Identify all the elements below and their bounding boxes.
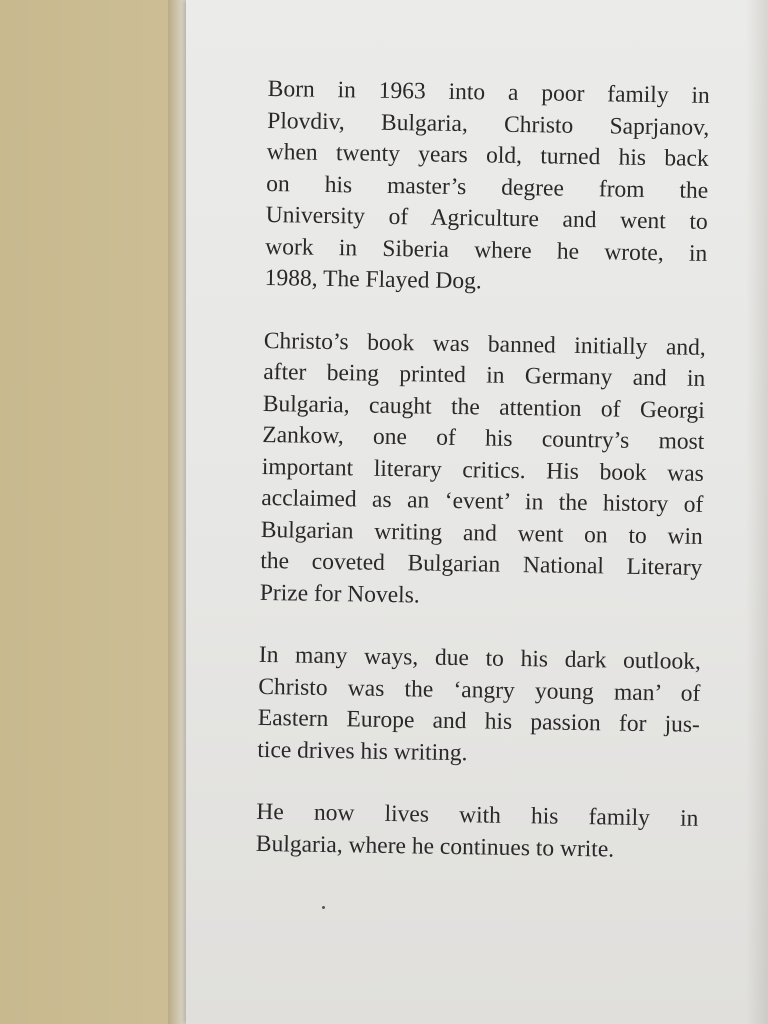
text-line: Eastern Europe and his passion for jus- [257,704,701,738]
ink-speck [322,906,325,909]
text-line: 1988, The Flayed Dog. [264,264,482,295]
text-line: Christo’s book was banned initially and, [263,327,706,361]
text-line: important literary critics. His book was [261,453,704,487]
text-line: Bulgarian writing and went on to win [260,516,703,550]
text-line: Bulgaria, where he continues to write. [255,830,615,863]
text-line: when twenty years old, turned his back [266,138,709,172]
text-line: In many ways, due to his dark outlook, [258,641,702,675]
text-line: Born in 1963 into a poor family in [267,75,710,109]
text-line: University of Agriculture and went to [265,201,708,235]
text-line: Prize for Novels. [259,579,420,608]
text-line: the coveted Bulgarian National Literary [260,547,703,581]
author-biography [255,74,710,898]
text-line: acclaimed as an ‘event’ in the history of [261,484,704,518]
text-line: He now lives with his family in [256,798,699,832]
text-line: work in Siberia where he wrote, in [265,233,708,267]
text-line: on his master’s degree from the [266,170,709,204]
text-line: Plovdiv, Bulgaria, Christo Saprjanov, [267,107,710,141]
text-line: tice drives his writing. [257,736,468,766]
paragraph-outlook [257,640,701,773]
text-line: after being printed in Germany and in [263,358,706,392]
text-line: Christo was the ‘angry young man’ of [258,673,701,707]
page-edge-shadow [746,0,768,1024]
text-line: Zankow, one of his country’s most [262,421,705,455]
paragraph-book [260,325,706,615]
text-line: Bulgaria, caught the attention of Georgi [262,390,705,424]
paragraph-birth [265,74,710,301]
paragraph-present [256,797,699,867]
